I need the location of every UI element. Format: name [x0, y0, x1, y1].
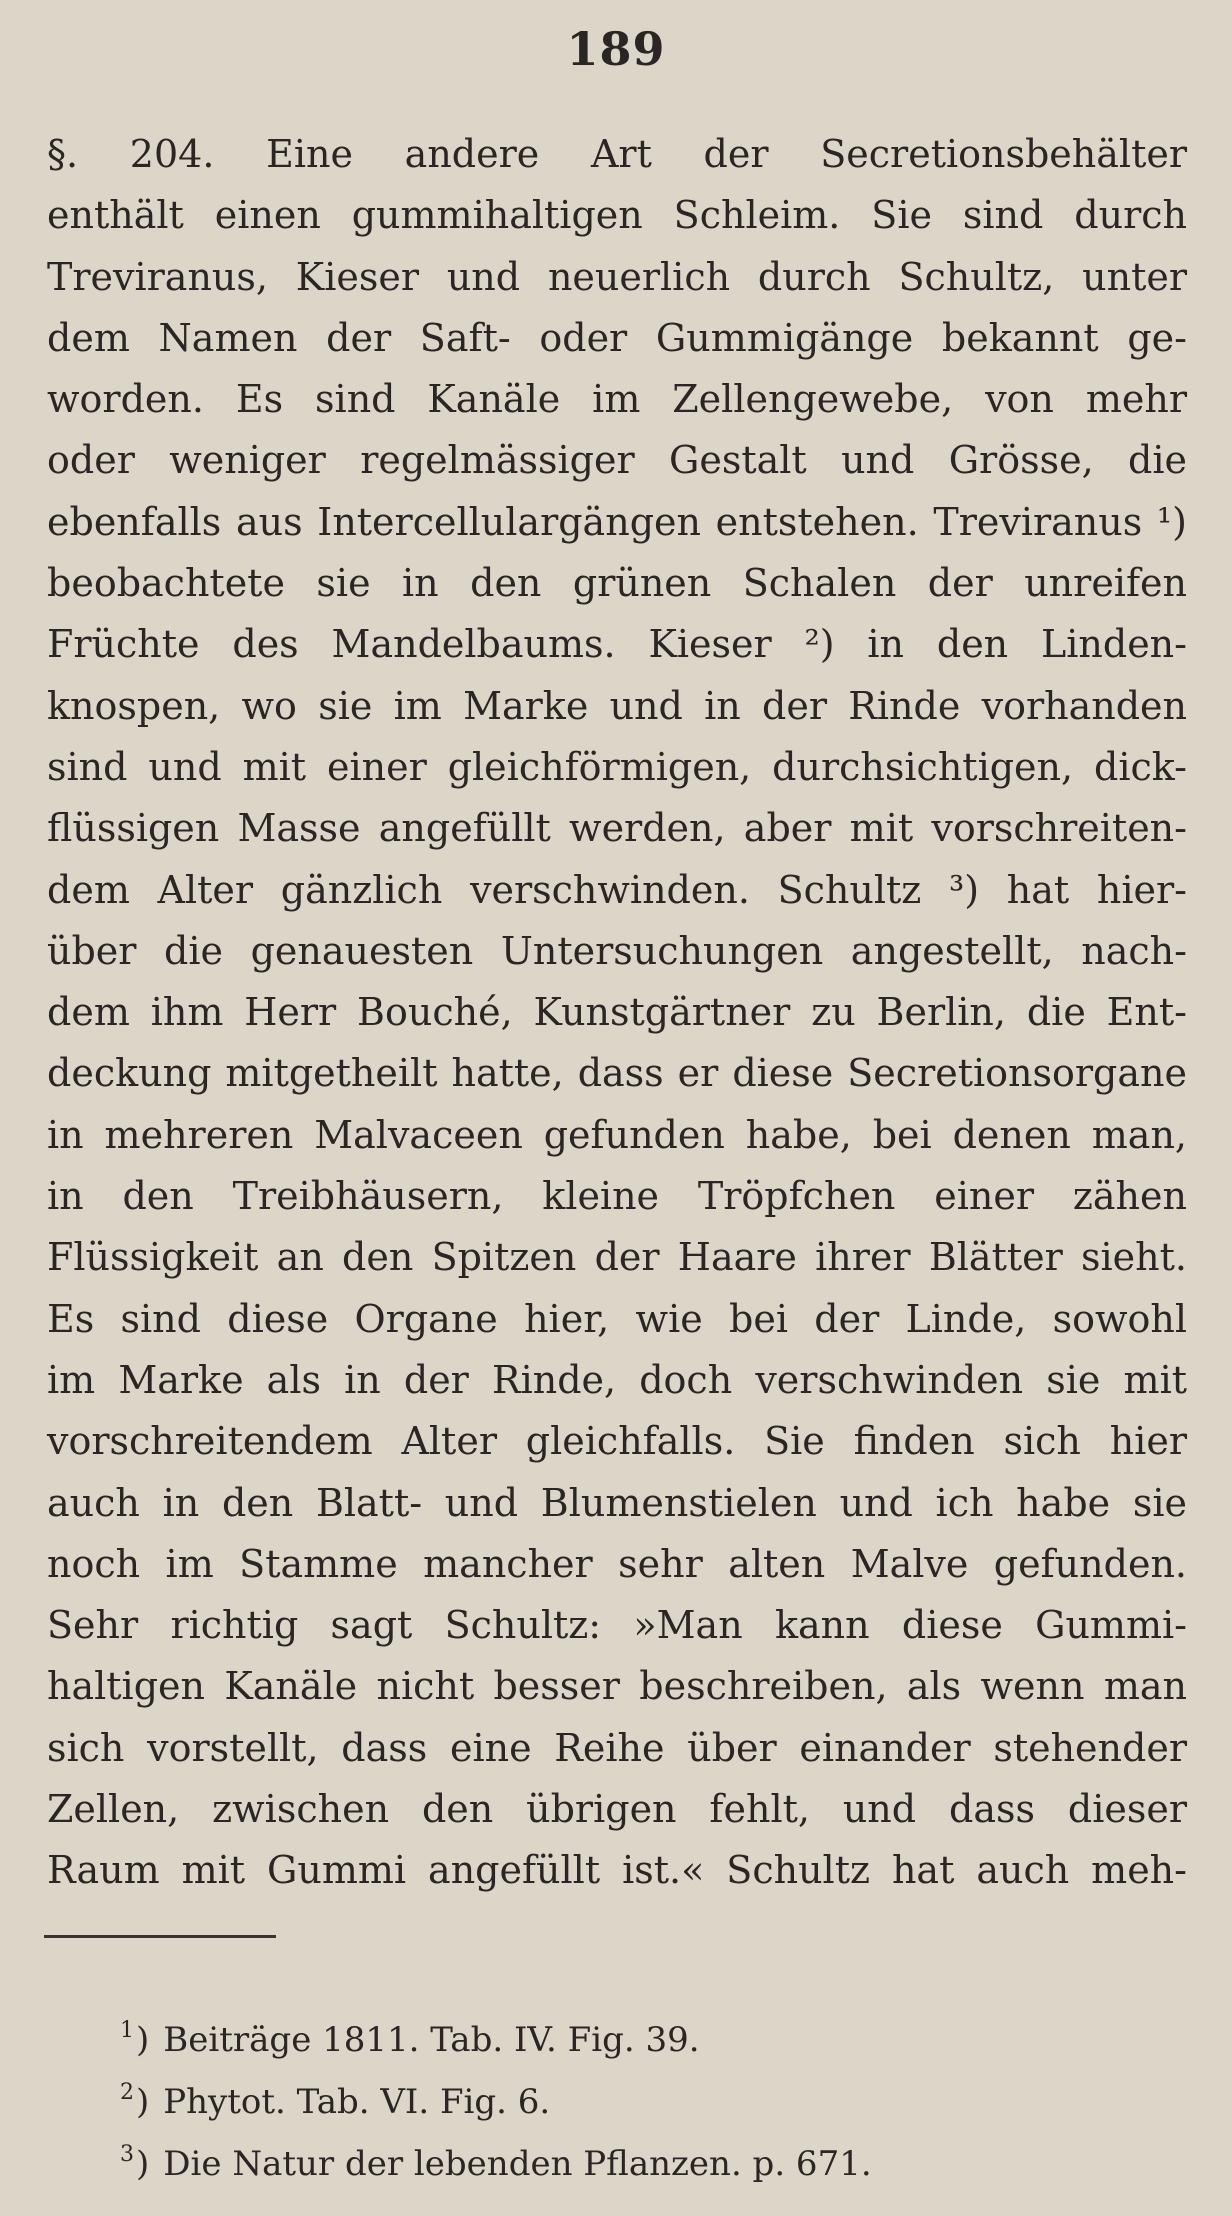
text-line: deckung mitgetheilt hatte, dass er diese Secretionsorgane: [47, 1051, 1187, 1096]
text-line: in mehreren Malvaceen gefunden habe, bei denen man,: [47, 1112, 1187, 1157]
text-line: im Marke als in der Rinde, doch verschwinden sie mit: [47, 1357, 1187, 1402]
text-line: Raum mit Gummi angefüllt ist.« Schultz hat auch meh-: [47, 1848, 1187, 1893]
footnote-1: $^1$) Beiträge 1811. Tab. IV. Fig. 39.: [120, 2018, 700, 2060]
text-line: dem Namen der Saft- oder Gummigänge bekannt ge-: [47, 315, 1187, 360]
footnote-mark: 2: [120, 2080, 134, 2105]
text-line: vorschreitendem Alter gleichfalls. Sie finden sich hier: [47, 1419, 1187, 1464]
text-line: knospen, wo sie im Marke und in der Rinde vorhanden: [47, 683, 1187, 728]
text-line: §. 204. Eine andere Art der Secretionsbehälter: [47, 132, 1187, 176]
text-line: sich vorstellt, dass eine Reihe über einander stehender: [47, 1725, 1187, 1770]
text-line: dem ihm Herr Bouché, Kunstgärtner zu Berlin, die Ent-: [47, 990, 1187, 1035]
body-text: [47, 124, 1187, 1902]
text-line: flüssigen Masse angefüllt werden, aber mit vorschreiten-: [47, 806, 1187, 851]
footnote-text: Beiträge 1811. Tab. IV. Fig. 39.: [163, 2020, 700, 2060]
footnote-mark: 3: [120, 2142, 134, 2167]
text-line: Zellen, zwischen den übrigen fehlt, und dass dieser: [47, 1787, 1187, 1832]
footnote-divider: [44, 1935, 276, 1938]
page-number: 189: [566, 22, 666, 76]
footnotes: [120, 2000, 1020, 2186]
footnote-2: $^2$) Phytot. Tab. VI. Fig. 6.: [120, 2080, 551, 2122]
text-line: Treviranus, Kieser und neuerlich durch Schultz, unter: [47, 254, 1187, 299]
footnote-text: Phytot. Tab. VI. Fig. 6.: [163, 2082, 551, 2122]
text-line: dem Alter gänzlich verschwinden. Schultz ³) hat hier-: [47, 867, 1187, 912]
text-line: Früchte des Mandelbaums. Kieser ²) in den Linden-: [47, 622, 1187, 667]
footnote-text: Die Natur der lebenden Pflanzen. p. 671.: [163, 2144, 872, 2184]
text-line: auch in den Blatt- und Blumenstielen und ich habe sie: [47, 1480, 1187, 1525]
text-line: Sehr richtig sagt Schultz: »Man kann diese Gummi-: [47, 1603, 1187, 1648]
text-line: haltigen Kanäle nicht besser beschreiben, als wenn man: [47, 1664, 1187, 1709]
text-line: ebenfalls aus Intercellulargängen entstehen. Treviranus ¹): [47, 499, 1187, 544]
text-line: Flüssigkeit an den Spitzen der Haare ihrer Blätter sieht.: [47, 1235, 1187, 1280]
text-line: in den Treibhäusern, kleine Tröpfchen einer zähen: [47, 1174, 1187, 1219]
text-line: enthält einen gummihaltigen Schleim. Sie sind durch: [47, 193, 1187, 238]
footnote-3: $^3$) Die Natur der lebenden Pflanzen. p. 671.: [120, 2142, 872, 2184]
text-line: sind und mit einer gleichförmigen, durchsichtigen, dick-: [47, 744, 1187, 789]
text-line: worden. Es sind Kanäle im Zellengewebe, von mehr: [47, 377, 1187, 422]
text-line: noch im Stamme mancher sehr alten Malve gefunden.: [47, 1541, 1187, 1586]
text-line: Es sind diese Organe hier, wie bei der Linde, sowohl: [47, 1296, 1187, 1341]
text-line: über die genauesten Untersuchungen angestellt, nach-: [47, 928, 1187, 973]
text-line: beobachtete sie in den grünen Schalen der unreifen: [47, 561, 1187, 606]
text-line: oder weniger regelmässiger Gestalt und Grösse, die: [47, 438, 1187, 483]
footnote-mark: 1: [120, 2018, 134, 2043]
